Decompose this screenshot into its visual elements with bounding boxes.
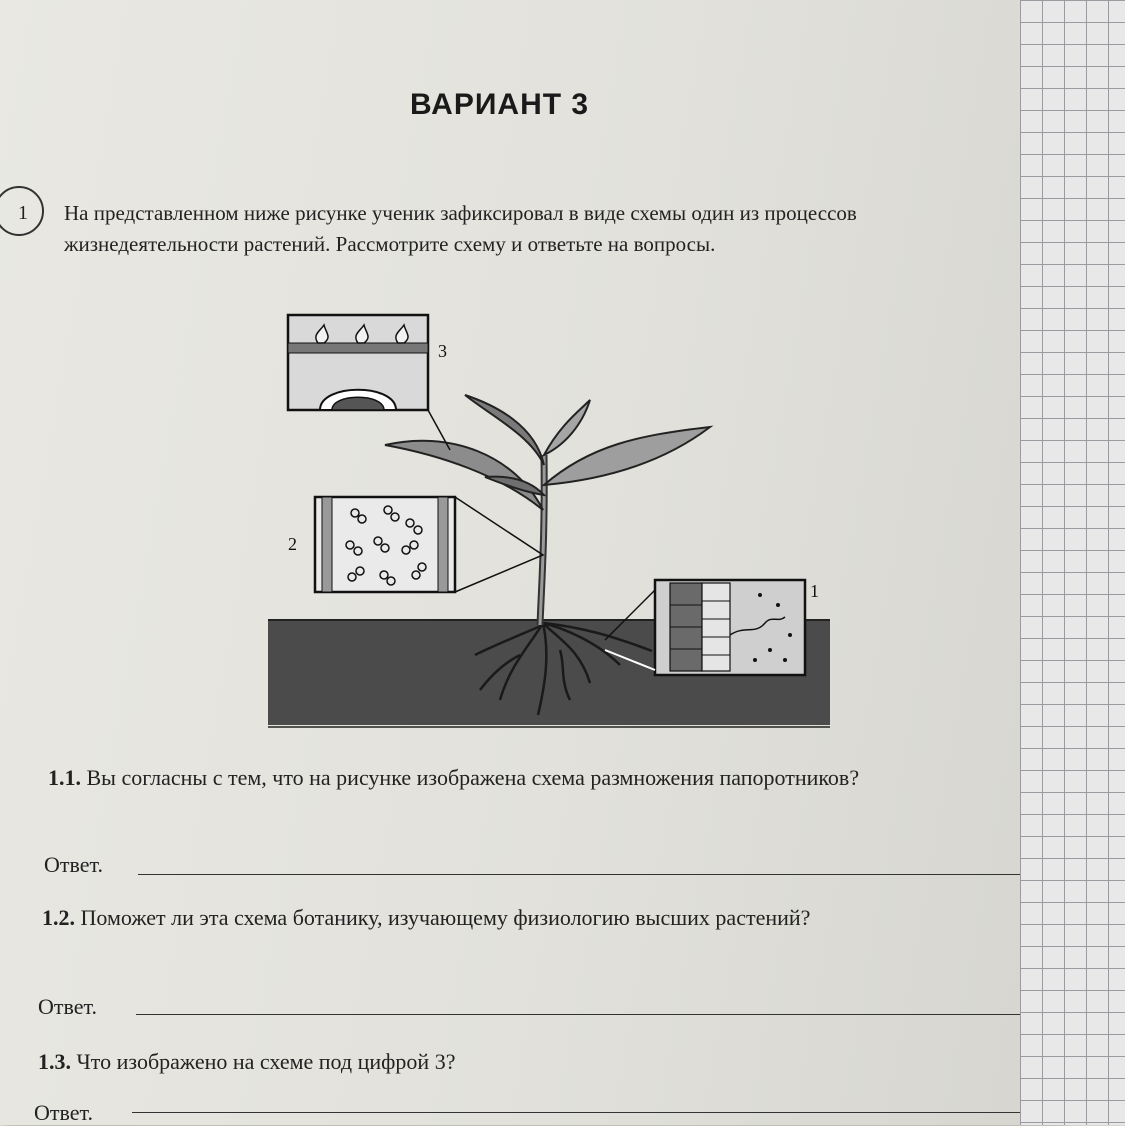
- answer-1-1-label: Ответ.: [44, 852, 103, 877]
- question-1-3-number: 1.3.: [38, 1049, 71, 1074]
- plant-scheme-figure: [260, 305, 840, 735]
- answer-1-3-label: Ответ.: [34, 1100, 93, 1125]
- answer-1-3-line[interactable]: [132, 1112, 1060, 1113]
- figure-label-1: 1: [810, 581, 819, 601]
- figure-label-3: 3: [438, 341, 447, 361]
- question-1-2: [42, 900, 1062, 936]
- question-1-1: [48, 760, 1058, 796]
- task-number-badge: 1: [0, 186, 44, 236]
- grid-notebook-page: [1020, 0, 1125, 1125]
- task-intro-text: На представленном ниже рисунке ученик зафиксировал в виде схемы один из процессов жизнедеятельности растений. Рассмотрите схему и ответьте на вопросы.: [64, 201, 857, 256]
- question-1-1-text: Вы согласны с тем, что на рисунке изображена схема размножения папоротников?: [86, 765, 860, 790]
- question-1-2-number: 1.2.: [42, 905, 75, 930]
- inset-2-stem-vessels: [315, 497, 543, 592]
- answer-1-2-label: Ответ.: [38, 994, 97, 1019]
- variant-title: ВАРИАНТ 3: [410, 88, 590, 121]
- question-1-2-text: Поможет ли эта схема ботанику, изучающему физиологию высших растений?: [80, 905, 811, 930]
- answer-1-1-line[interactable]: [138, 874, 1060, 875]
- figure-label-2: 2: [288, 534, 297, 554]
- question-1-3: [38, 1044, 1038, 1080]
- question-1-3-text: Что изображено на схеме под цифрой 3?: [76, 1049, 456, 1074]
- inset-3-stomata: [288, 315, 450, 450]
- question-1-1-number: 1.1.: [48, 765, 81, 790]
- answer-1-2-line[interactable]: [136, 1014, 1060, 1015]
